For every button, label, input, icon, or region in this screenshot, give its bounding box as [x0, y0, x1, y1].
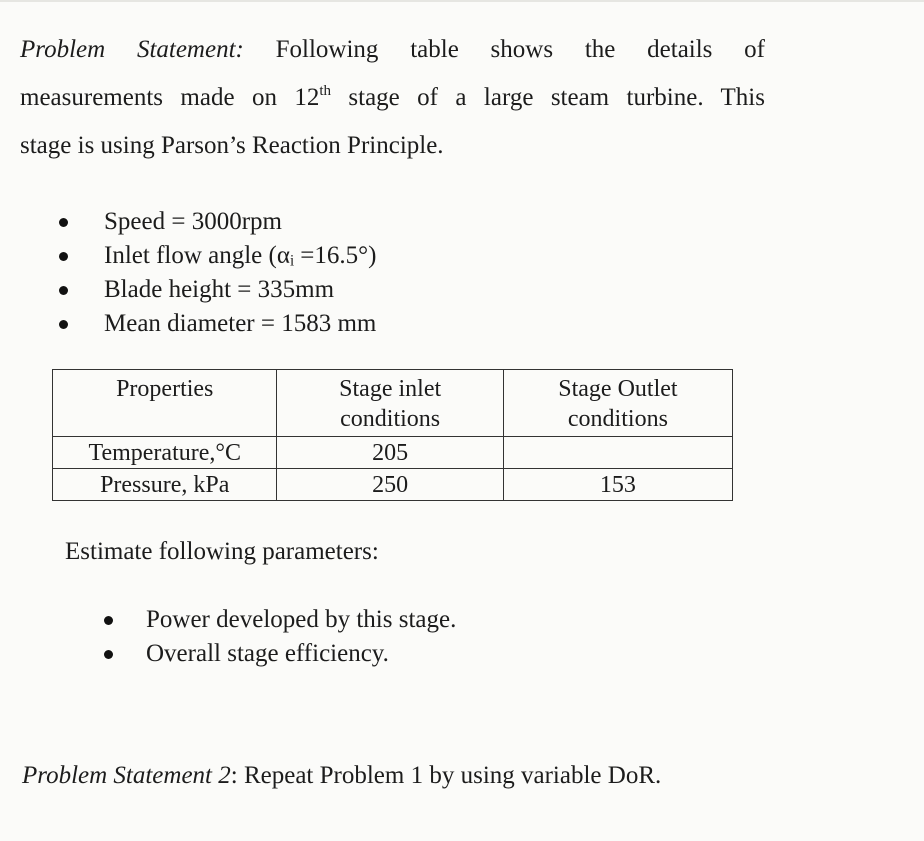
- problem-line-2-tail: stage of a large steam turbine. This: [331, 84, 765, 111]
- spec-item-mean-diameter: [55, 307, 376, 341]
- table-cell: 153: [503, 469, 732, 501]
- bullet-icon: [59, 218, 68, 227]
- spec-text: Speed = 3000rpm: [104, 208, 282, 235]
- spec-item-inlet-angle: [55, 239, 376, 273]
- problem-line-3: stage is using Parson’s Reaction Principle.: [20, 132, 444, 159]
- spec-text: Blade height = 335mm: [104, 276, 335, 303]
- problem-2-label: Problem Statement 2: [22, 762, 231, 789]
- bullet-icon: [104, 650, 113, 659]
- bullet-icon: [59, 252, 68, 261]
- header-text: Stage Outlet: [558, 376, 678, 402]
- header-stage-outlet: [503, 370, 732, 437]
- bullet-icon: [104, 616, 113, 625]
- estimate-list: [100, 603, 456, 671]
- table-cell: 250: [277, 469, 503, 501]
- measurement-table: [52, 369, 733, 501]
- estimate-text: Overall stage efficiency.: [146, 640, 389, 667]
- spec-item-speed: [55, 205, 376, 239]
- problem-2-text: : Repeat Problem 1 by using variable DoR.: [230, 762, 662, 789]
- bullet-icon: [59, 320, 68, 329]
- ordinal-suffix: th: [319, 83, 332, 99]
- header-properties: [53, 370, 277, 437]
- spec-item-blade-height: [55, 273, 376, 307]
- table-cell: Temperature,°C: [53, 437, 277, 469]
- problem-statement-2: [22, 762, 661, 790]
- table-header-row: [53, 370, 733, 437]
- header-text: conditions: [567, 406, 668, 432]
- table-cell: [503, 437, 732, 469]
- estimate-text: Power developed by this stage.: [146, 606, 457, 633]
- estimate-item: [100, 637, 456, 671]
- problem-statement-1: [20, 26, 765, 170]
- problem-line-2: [20, 74, 765, 122]
- page-top-edge: [0, 0, 924, 2]
- spec-list: [55, 205, 376, 341]
- header-text: Stage inlet: [339, 376, 442, 402]
- table-row: [53, 437, 733, 469]
- problem-line-2-text: measurements made on 12: [20, 84, 320, 111]
- header-text: conditions: [340, 406, 441, 432]
- spec-text: Mean diameter = 1583 mm: [104, 310, 377, 337]
- problem-line-1: [20, 26, 765, 74]
- problem-label: Problem Statement:: [20, 36, 244, 63]
- spec-text: Inlet flow angle (αᵢ =16.5°): [104, 242, 377, 269]
- problem-line-1-text: Following table shows the details of: [275, 36, 766, 63]
- estimate-heading: Estimate following parameters:: [65, 538, 379, 565]
- table-row: [53, 469, 733, 501]
- table-cell: Pressure, kPa: [53, 469, 277, 501]
- header-text: Properties: [116, 376, 214, 402]
- table-cell: 205: [277, 437, 503, 469]
- bullet-icon: [59, 286, 68, 295]
- header-stage-inlet: [277, 370, 503, 437]
- estimate-item: [100, 603, 456, 637]
